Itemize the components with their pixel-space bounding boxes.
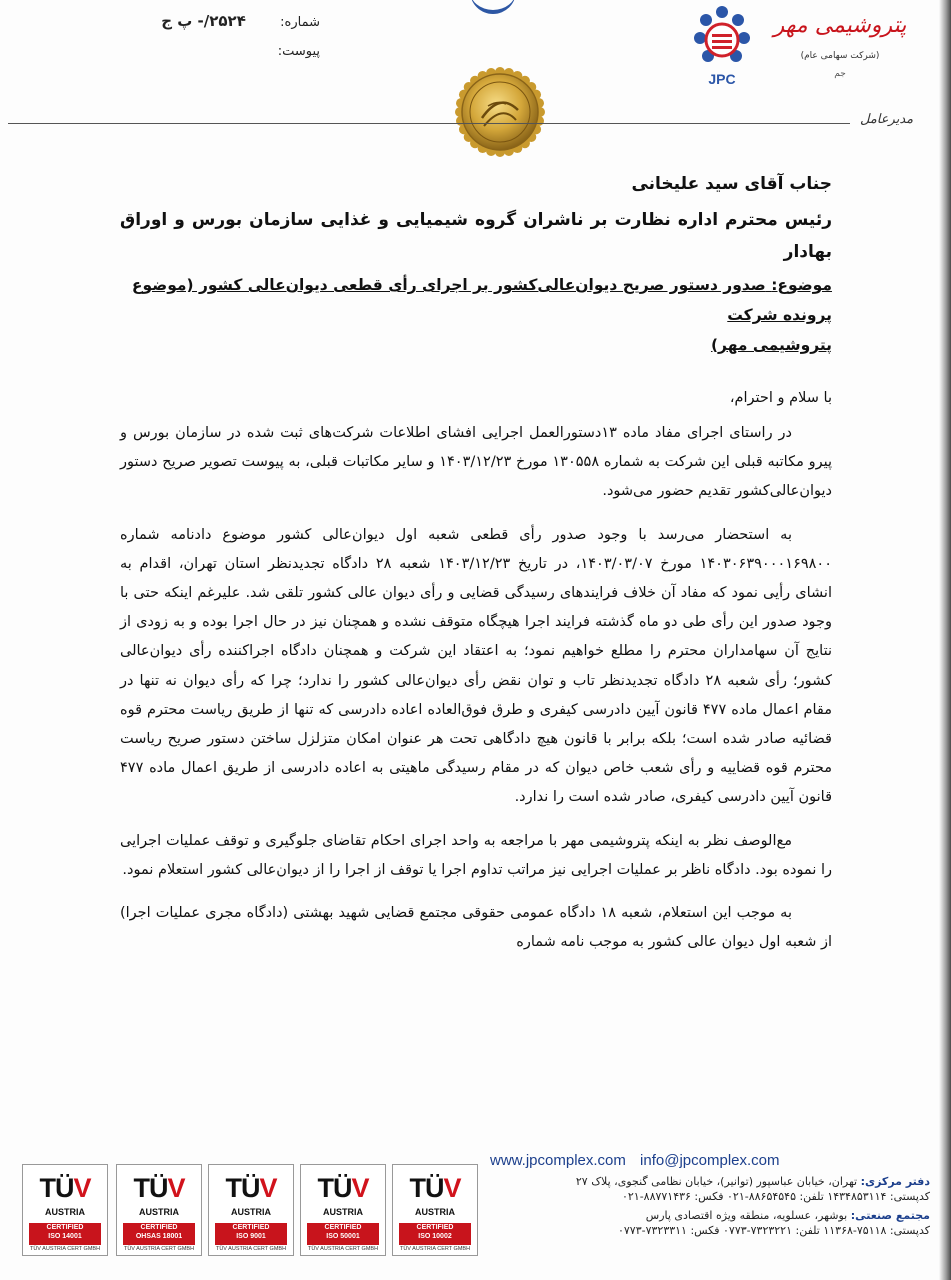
hq-address-line xyxy=(488,1174,930,1189)
plant-label: مجتمع صنعتی: xyxy=(850,1209,930,1222)
tuv-brand: TÜV xyxy=(225,1173,277,1203)
subject-label: موضوع: xyxy=(771,276,832,294)
partner-logo-fragment xyxy=(470,0,516,14)
tuv-certificate-badge xyxy=(392,1164,478,1256)
number-label: شماره: xyxy=(280,15,320,30)
hq-label: دفتر مرکزی: xyxy=(860,1175,930,1188)
tuv-brand: TÜV xyxy=(409,1173,461,1203)
logo-tagline: جم xyxy=(834,69,846,79)
logo-name: پتروشیمی مهر xyxy=(773,13,907,38)
tuv-country: AUSTRIA xyxy=(139,1207,179,1217)
tuv-standard: ISO 50001 xyxy=(326,1233,360,1240)
tuv-certificate-badge xyxy=(208,1164,294,1256)
hq-phones: کدپستی: ۱۴۳۴۸۵۳۱۱۴ تلفن: ۸۸۶۵۴۵۴۵-۰۲۱ فکس: ۸۸۷۷۱۴۳۶-۰۲۱ xyxy=(621,1190,930,1203)
tuv-issuer: TÜV AUSTRIA CERT GMBH xyxy=(123,1246,195,1252)
email-link[interactable]: info@jpcomplex.com xyxy=(640,1152,780,1169)
letter-body xyxy=(120,168,832,971)
managing-director-label: مدیرعامل xyxy=(860,112,914,127)
paragraph-3: مع‌الوصف نظر به اینکه پتروشیمی مهر با مراجعه به واحد اجرای احکام تقاضای جلوگیری و توقف عملیات اجرایی را نموده بود. دادگاه ناظر بر عملیات اجرایی نیز مراتب تداوم اجرا یا توقف از اجرا را از دیوان‌عالی کشور استعلام نمود. xyxy=(120,832,832,878)
tuv-country: AUSTRIA xyxy=(45,1207,85,1217)
tuv-country: AUSTRIA xyxy=(323,1207,363,1217)
tuv-issuer: TÜV AUSTRIA CERT GMBH xyxy=(29,1246,101,1252)
attachment-row xyxy=(268,44,320,59)
page-edge-shadow xyxy=(939,0,951,1280)
website-link[interactable]: www.jpcomplex.com xyxy=(490,1152,626,1169)
tuv-brand: TÜV xyxy=(133,1173,185,1203)
hq-address: تهران، خیابان عباسپور (توانیر)، خیابان نظامی گنجوی، پلاک ۲۷ xyxy=(575,1175,858,1188)
subject-continuation: پتروشیمی مهر) xyxy=(710,336,832,354)
tuv-standard: ISO 10002 xyxy=(418,1233,452,1240)
paragraph-1: در راستای اجرای مفاد ماده ۱۳دستورالعمل اجرایی افشای اطلاعات شرکت‌های ثبت شده در سازمان بورس و پیرو مکاتبه قبلی این شرکت به شماره ۱۳۰۵۵۸ مورخ ۱۴۰۳/۱۲/۲۳ و سایر مکاتبات قبلی، به پیوست تصویر صریح دستور دیوان‌عالی‌کشور تقدیم حضور می‌شود. xyxy=(120,425,832,500)
paragraph-4: به موجب این استعلام، شعبه ۱۸ دادگاه عمومی حقوقی مجتمع قضایی شهید بهشتی (دادگاه مجری عملیات اجرا) از شعبه اول دیوان عالی کشور به موجب نامه شماره xyxy=(120,905,832,951)
plant-address: بوشهر، عسلویه، منطقه ویژه اقتصادی پارس xyxy=(645,1209,848,1222)
tuv-issuer: TÜV AUSTRIA CERT GMBH xyxy=(307,1246,379,1252)
tuv-country: AUSTRIA xyxy=(415,1207,455,1217)
addressee-title: رئیس محترم اداره نظارت بر ناشران گروه شیمیایی و غذایی سازمان بورس و اوراق بهادار xyxy=(120,210,832,262)
tuv-certificate-badge xyxy=(300,1164,386,1256)
tuv-standard: ISO 14001 xyxy=(48,1233,82,1240)
greeting: با سلام و احترام، xyxy=(729,390,832,406)
subject-text: صدور دستور صریح دیوان‌عالی‌کشور بر اجرای رأی قطعی دیوان‌عالی کشور (موضوع پرونده شرکت xyxy=(131,276,832,324)
subject-line xyxy=(120,270,832,360)
tuv-brand: TÜV xyxy=(317,1173,369,1203)
gold-seal-stamp xyxy=(454,66,546,158)
company-logo xyxy=(690,0,907,90)
tuv-certified: CERTIFIED xyxy=(324,1224,362,1231)
footer-web-links xyxy=(490,1152,790,1169)
tuv-certificate-badge xyxy=(116,1164,202,1256)
tuv-certified: CERTIFIED xyxy=(232,1224,270,1231)
tuv-standard: ISO 9001 xyxy=(236,1233,266,1240)
tuv-certificate-badge xyxy=(22,1164,108,1256)
tuv-standard: OHSAS 18001 xyxy=(135,1233,183,1240)
tuv-issuer: TÜV AUSTRIA CERT GMBH xyxy=(215,1246,287,1252)
header-rule xyxy=(8,123,850,124)
logo-subtitle: (شرکت سهامی عام) xyxy=(800,51,880,61)
paragraph-2: به استحضار می‌رسد با وجود صدور رأی قطعی شعبه اول دیوان‌عالی کشور موضوع دادنامه شماره ۱۴۰۳۰۶۳۹۰۰۰۱۶۹۸۰۰ مورخ ۱۴۰۳/۰۳/۰۷، در تاریخ ۱۴۰۳/۱۲/۲۳ شعبه ۲۸ دادگاه تجدیدنظر استان تهران، اقدام به انشای رأیی نمود که مفاد آن خلاف فرایندهای رسیدگی قضایی و رأی دیوان عالی کشور تلقی شد. علیرغم اینکه حتی با وجود صدور این رأی طی دو ماه گذشته فرایند اجرا هیچگاه متوقف نشده و همچنان نیز در حال اجرا بوده و به زودی از نتایج آن سهامداران محترم را مطلع خواهیم نمود؛ به اعتقاد این شرکت و همچنان دادگاه اجراکننده رأی دیوان‌عالی کشور؛ رأی شعبه ۲۸ دادگاه تجدیدنظر تاب و توان نقض رأی دیوان‌عالی کشور را ندارد؛ چرا که رأی دیوان نه تنها در مقام اعمال ماده ۴۷۷ قانون آیین دادرسی کیفری و طرق فوق‌العاده اعاده دادرسی که تنها از طریق ریاست محترم قوه قضائیه صادر شده است؛ بلکه برابر با قانون هیچ دادگاهی تحت هر عنوان امکان متزلزل ساختن دستور صریح ریاست محترم قوه قضاییه و رأی شعب خاص دیوان که در مقام رسیدگی ماهیتی به اعاده دادرسی از طریق اعمال ماده ۴۷۷ قانون آیین دادرسی کیفری، صادر شده است را ندارد. xyxy=(120,526,833,806)
number-value: ۲۵۲۴/- پ ج xyxy=(161,12,246,30)
tuv-issuer: TÜV AUSTRIA CERT GMBH xyxy=(399,1246,471,1252)
tuv-certified: CERTIFIED xyxy=(46,1224,84,1231)
attachment-label: پیوست: xyxy=(277,44,320,59)
plant-phones: کدپستی: ۷۵۱۱۸-۱۱۳۶۸ تلفن: ۷۳۲۳۲۲۱-۰۷۷۳ فکس: ۷۳۲۳۳۱۱-۰۷۷۳ xyxy=(617,1224,930,1237)
plant-address-line xyxy=(488,1208,930,1223)
logo-abbr: JPC xyxy=(708,71,736,87)
addressee-name: جناب آقای سید علیخانی xyxy=(631,174,832,194)
tuv-certified: CERTIFIED xyxy=(416,1224,454,1231)
tuv-brand: TÜV xyxy=(39,1173,91,1203)
tuv-country: AUSTRIA xyxy=(231,1207,271,1217)
number-row xyxy=(161,12,320,30)
footer-addresses xyxy=(488,1174,930,1238)
tuv-certified: CERTIFIED xyxy=(140,1224,178,1231)
